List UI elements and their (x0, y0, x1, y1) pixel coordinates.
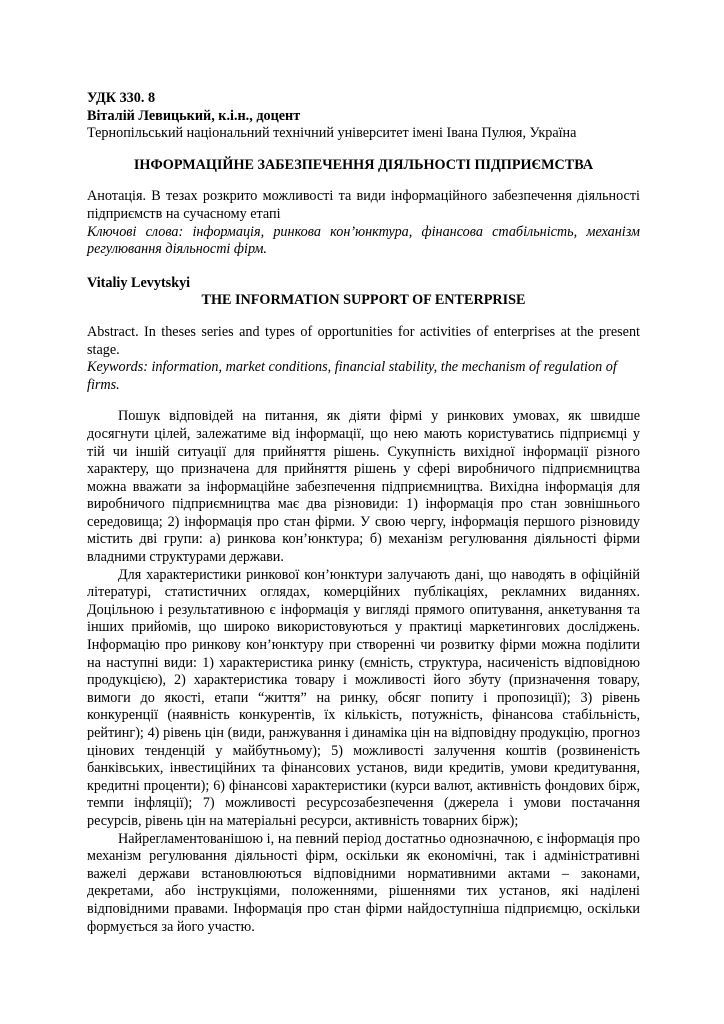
keywords-en: Keywords: information, market conditions, financial stability, the mechanism of regulation of firms. (87, 359, 617, 393)
keywords-ua: Ключові слова: інформація, ринкова кон’юнктура, фінансова стабільність, механізм регулювання діяльності фірм. (87, 223, 640, 258)
body-paragraph-1: Пошук відповідей на питання, як діяти фірмі у ринкових умовах, як швидше досягнути цілей, залежатиме від інформації, що нею мають користуватись підприємці у тій чи іншій ситуації для прийняття рішень. Сукупність вихідної інформації різного характеру, що призначена для прийняття рішень у сфері виробничого підприємництва можна вважати за інформаційне забезпечення підприємництва. Вихідна інформація для виробничого підприємництва має два різновиди: 1) інформація про стан зовнішнього середовища; 2) інформація про стан фірми. У свою чергу, інформація першого різновиду містить дві групи: а) ринкова кон’юнктура; б) механізм регулювання діяльності фірми владними структурами держави. (87, 408, 640, 566)
title-en: THE INFORMATION SUPPORT OF ENTERPRISE (201, 292, 526, 309)
abstract-en: Abstract. In theses series and types of opportunities for activities of enterprises at the present stage. (87, 323, 640, 358)
body-paragraph-2: Для характеристики ринкової кон’юнктури залучають дані, що наводять в офіційній літературі, статистичних оглядах, комерційних публікаціях, рекламних виданнях. Доцільною і результативною є інформація у вигляді прямого опитування, анкетування та інших прийомів, що широко використовуються у практиці маркетингових досліджень. Інформацію про ринкову кон’юнктуру при створенні чи розвитку фірми можна поділити на наступні види: 1) характеристика ринку (ємність, структура, насиченість відповідною продукцією), 2) характеристика товару і можливості його збуту (призначення товару, вимоги до якості, етапи “життя” на ринку, обсяг попиту і пропозиції); 3) рівень конкуренції (наявність конкурентів, їх кількість, потужність, фінансова стабільність, рейтинг); 4) рівень цін (види, ранжування і динаміка цін на відповідну продукцію, прогноз цінових тенденцій у майбутньому); 5) можливості залучення коштів (розвиненість банківських, інвестиційних та фінансових установ, види кредитів, умови кредитування, кредитні проценти); 6) фінансові характеристики (курси валют, активність фондових бірж, темпи інфляції); 7) можливості ресурсозабезпечення (джерела і умови постачання ресурсів, рівень цін на матеріальні ресурси, активність товарних бірж); (87, 566, 640, 829)
body-text (87, 408, 640, 936)
affiliation-ua: Тернопільський національний технічний університет імені Івана Пулюя, Україна (87, 125, 577, 142)
annotation-ua: Анотація. В тезах розкрито можливості та види інформаційного забезпечення діяльності підприємств на сучасному етапі (87, 188, 640, 222)
author-ua: Віталій Левицький, к.і.н., доцент (87, 107, 301, 124)
author-en: Vitaliy Levytskyi (87, 274, 191, 291)
body-paragraph-3: Найрегламентованішою і, на певний період достатньо однозначною, є інформація про механізм регулювання діяльності фірм, оскільки як економічні, так і адміністративні важелі держави встановлюються відповідними нормативними актами – законами, декретами, або інструкціями, положеннями, рішеннями тих установ, які наділені відповідними правами. Інформація про стан фірми найдоступніша підприємцю, оскільки формується за його участю. (87, 830, 640, 935)
udk-code: УДК 330. 8 (87, 90, 156, 106)
title-ua: ІНФОРМАЦІЙНЕ ЗАБЕЗПЕЧЕННЯ ДІЯЛЬНОСТІ ПІДПРИЄМСТВА (133, 156, 594, 173)
